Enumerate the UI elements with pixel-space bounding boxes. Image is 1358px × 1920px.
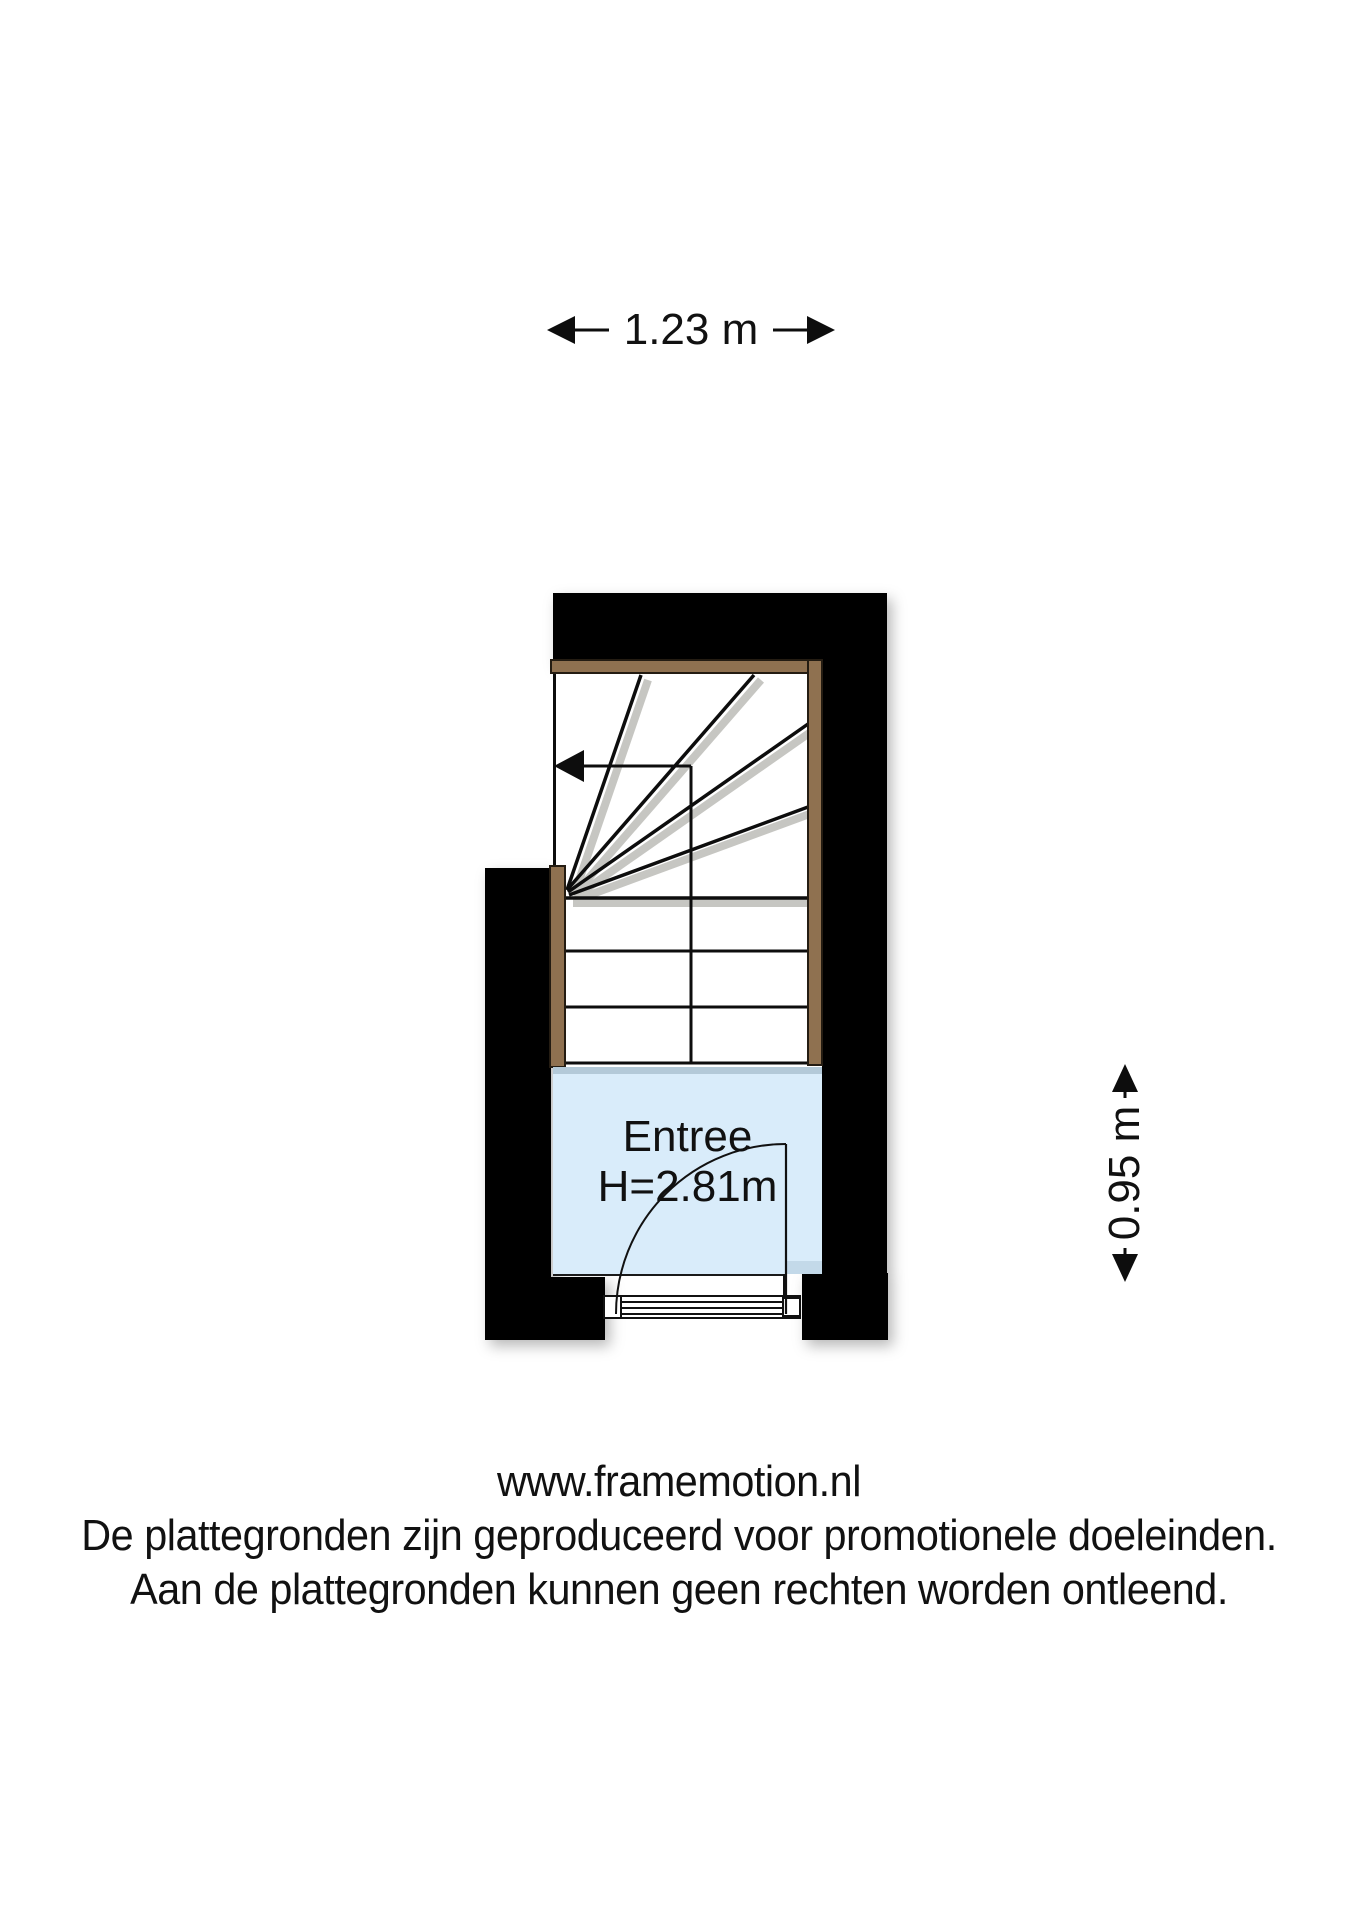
entree-floor-shadow [553,1067,822,1074]
dimension-arrow-up-icon [1105,1062,1145,1098]
wall-top [553,593,887,663]
height-dimension-label: 0.95 m [1100,1105,1149,1241]
wall-bottom-right [802,1273,888,1340]
stringer-right [808,660,822,1065]
wall-bottom-left [485,1277,605,1340]
handrail-top [551,660,822,673]
door-post-left [604,1296,621,1318]
wall-right [822,663,887,1273]
staircase [550,660,822,1067]
footer-website: www.framemotion.nl [497,1457,861,1506]
width-dimension-label: 1.23 m [623,305,759,354]
footer [0,1455,1358,1617]
dimension-arrow-down-icon [1105,1248,1145,1284]
footer-disclaimer-line1: De plattegronden zijn geproduceerd voor promotionele doeleinden. [81,1511,1277,1560]
footer-disclaimer-line2: Aan de plattegronden kunnen geen rechten worden ontleend. [130,1565,1228,1614]
wall-left [485,868,551,1277]
stringer-left [550,866,565,1067]
entree-floor-shade-patch [786,1261,822,1274]
room-ceiling-height: H=2.81m [597,1162,778,1211]
room-name: Entree [622,1112,753,1161]
room-label [553,1112,822,1212]
height-dimension [1091,1062,1159,1284]
